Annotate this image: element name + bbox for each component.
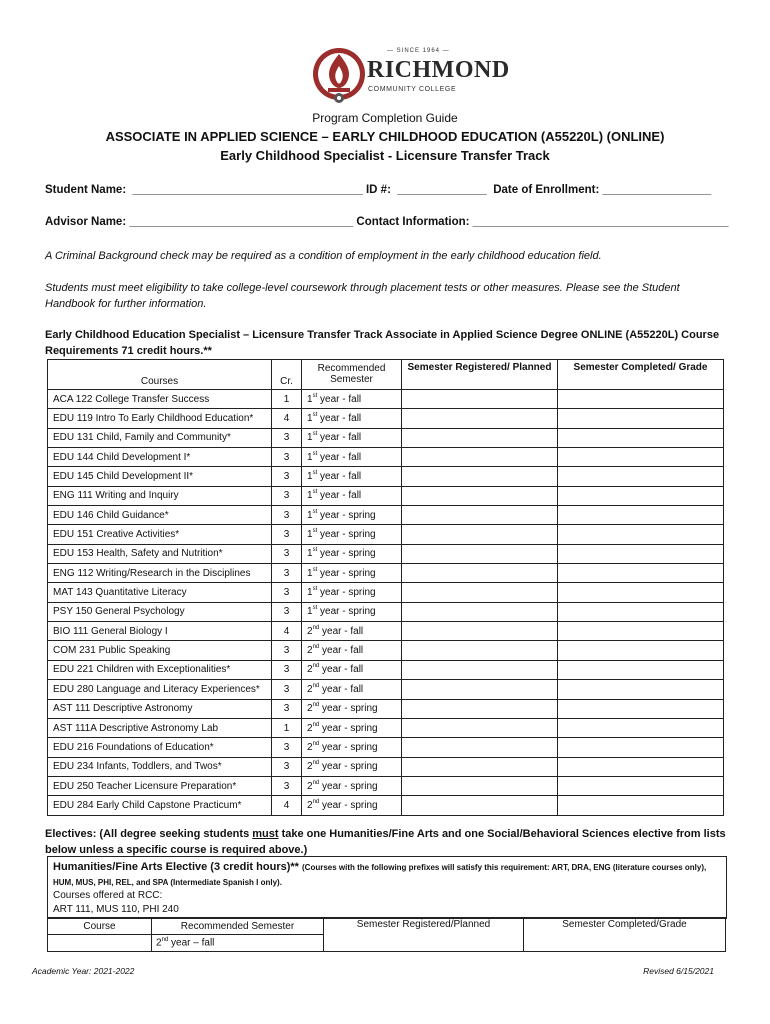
semester-completed-cell[interactable] [558,776,724,795]
recommended-semester: 2nd year - fall [302,622,402,641]
table-row [48,757,724,776]
course-credits: 3 [272,544,302,563]
recommended-semester: 2nd year - fall [302,641,402,660]
course-credits: 3 [272,680,302,699]
electives-prefix: Electives: (All degree seeking students [45,828,253,840]
recommended-semester: 1st year - fall [302,486,402,505]
semester-registered-cell[interactable] [402,602,558,621]
semester-registered-cell[interactable] [402,506,558,525]
course-credits: 3 [272,467,302,486]
semester-registered-cell[interactable] [402,660,558,679]
semester-registered-cell[interactable] [402,641,558,660]
semester-completed-cell[interactable] [558,486,724,505]
logo-name: RICHMOND [367,57,510,83]
semester-registered-cell[interactable] [402,390,558,409]
table-row [48,796,724,815]
table-row [48,622,724,641]
humanities-elective-table [47,917,726,952]
header-recommended: Recommended Semester [302,360,402,390]
course-name: MAT 143 Quantitative Literacy [48,583,272,602]
semester-registered-cell[interactable] [402,525,558,544]
semester-completed-cell[interactable] [558,467,724,486]
course-credits: 3 [272,583,302,602]
semester-registered-cell[interactable] [402,796,558,815]
course-name: EDU 250 Teacher Licensure Preparation* [48,776,272,795]
semester-registered-cell[interactable] [402,428,558,447]
table-row [48,525,724,544]
semester-registered-cell[interactable] [402,738,558,757]
table-row [48,428,724,447]
table-header-row [48,360,724,390]
semester-completed-cell[interactable] [558,506,724,525]
semester-registered-cell[interactable] [402,699,558,718]
course-name: EDU 280 Language and Literacy Experiences* [48,680,272,699]
elective-header-registered: Semester Registered/Planned [324,918,524,952]
course-credits: 3 [272,738,302,757]
elective-course-cell[interactable] [48,935,152,952]
table-row [48,718,724,737]
course-credits: 3 [272,428,302,447]
table-row [48,776,724,795]
course-name: AST 111A Descriptive Astronomy Lab [48,718,272,737]
recommended-semester: 1st year - spring [302,564,402,583]
header-completed: Semester Completed/ Grade [558,360,724,390]
requirements-heading: Early Childhood Education Specialist – Licensure Transfer Track Associate in Applied Science Degree ONLINE (A55220L) Course Requirements 71 credit hours.** [45,329,720,357]
humanities-title [53,860,723,890]
recommended-semester: 2nd year - spring [302,796,402,815]
table-row [48,390,724,409]
elective-header-recommended: Recommended Semester [152,918,324,935]
table-row [48,641,724,660]
header-courses: Courses [48,360,272,390]
semester-completed-cell[interactable] [558,525,724,544]
background-check-note: A Criminal Background check may be required as a condition of employment in the early childhood education field. [45,250,602,262]
course-credits: 4 [272,409,302,428]
semester-registered-cell[interactable] [402,622,558,641]
course-credits: 3 [272,757,302,776]
course-name: EDU 145 Child Development II* [48,467,272,486]
course-credits: 3 [272,486,302,505]
course-name: PSY 150 General Psychology [48,602,272,621]
semester-registered-cell[interactable] [402,583,558,602]
header-credits: Cr. [272,360,302,390]
course-name: EDU 146 Child Guidance* [48,506,272,525]
recommended-semester: 1st year - spring [302,506,402,525]
elective-header-completed: Semester Completed/Grade [524,918,726,952]
course-credits: 3 [272,699,302,718]
course-credits: 3 [272,641,302,660]
college-logo [311,44,510,106]
semester-completed-cell[interactable] [558,718,724,737]
course-name: COM 231 Public Speaking [48,641,272,660]
course-name: EDU 144 Child Development I* [48,448,272,467]
recommended-semester: 2nd year - spring [302,757,402,776]
course-credits: 1 [272,390,302,409]
elective-header-row [48,918,726,935]
course-credits: 3 [272,525,302,544]
table-row [48,738,724,757]
table-row [48,564,724,583]
recommended-semester: 1st year - spring [302,602,402,621]
course-credits: 3 [272,564,302,583]
semester-registered-cell[interactable] [402,757,558,776]
course-name: EDU 151 Creative Activities* [48,525,272,544]
elective-semester-cell: 2nd year – fall [152,935,324,952]
recommended-semester: 1st year - fall [302,390,402,409]
recommended-semester: 1st year - spring [302,544,402,563]
course-credits: 3 [272,448,302,467]
logo-subtitle: COMMUNITY COLLEGE [368,86,457,93]
academic-year: Academic Year: 2021-2022 [32,966,135,976]
student-info-line[interactable]: Student Name: ____________________________________ ID #: ______________ Date of Enrollment: _________________ [45,184,712,196]
courses-offered-label: Courses offered at RCC: [53,890,163,901]
course-name: AST 111 Descriptive Astronomy [48,699,272,718]
table-row [48,467,724,486]
table-row [48,602,724,621]
semester-completed-cell[interactable] [558,409,724,428]
semester-registered-cell[interactable] [402,718,558,737]
semester-completed-cell[interactable] [558,680,724,699]
humanities-elective-box [47,856,727,919]
semester-completed-cell[interactable] [558,448,724,467]
course-name: EDU 119 Intro To Early Childhood Education* [48,409,272,428]
recommended-semester: 2nd year - spring [302,776,402,795]
recommended-semester: 2nd year - spring [302,738,402,757]
semester-completed-cell[interactable] [558,602,724,621]
recommended-semester: 1st year - spring [302,525,402,544]
recommended-semester: 1st year - spring [302,583,402,602]
table-row [48,544,724,563]
semester-registered-cell[interactable] [402,564,558,583]
course-name: EDU 284 Early Child Capstone Practicum* [48,796,272,815]
semester-registered-cell[interactable] [402,409,558,428]
guide-label: Program Completion Guide [312,111,458,125]
semester-registered-cell[interactable] [402,680,558,699]
recommended-semester: 2nd year - spring [302,718,402,737]
table-row [48,486,724,505]
course-name: EDU 234 Infants, Toddlers, and Twos* [48,757,272,776]
electives-must: must [252,828,279,840]
recommended-semester: 1st year - fall [302,467,402,486]
recommended-semester: 1st year - fall [302,409,402,428]
course-name: ENG 111 Writing and Inquiry [48,486,272,505]
recommended-semester: 1st year - fall [302,448,402,467]
humanities-prefix-note: (Courses with the following prefixes will satisfy this requirement: ART, DRA, ENG (literature courses only), HUM, MUS, PHI, REL, and SPA (Intermediate Spanish I only). [53,863,707,887]
electives-heading [45,826,735,858]
table-row [48,660,724,679]
course-requirements-table [47,359,724,816]
semester-completed-cell[interactable] [558,738,724,757]
semester-completed-cell[interactable] [558,390,724,409]
table-row [48,448,724,467]
course-name: ENG 112 Writing/Research in the Disciplines [48,564,272,583]
course-name: EDU 131 Child, Family and Community* [48,428,272,447]
revised-date: Revised 6/15/2021 [643,966,714,976]
recommended-semester: 1st year - fall [302,428,402,447]
page-subtitle: Early Childhood Specialist - Licensure Transfer Track [220,148,550,163]
course-name: EDU 153 Health, Safety and Nutrition* [48,544,272,563]
flame-emblem-icon [311,44,367,106]
course-credits: 4 [272,796,302,815]
semester-completed-cell[interactable] [558,699,724,718]
eligibility-note: Students must meet eligibility to take college-level coursework through placement tests or other measures. Please see the Student Handbook for further information. [45,282,680,310]
semester-registered-cell[interactable] [402,486,558,505]
course-credits: 3 [272,506,302,525]
course-name: BIO 111 General Biology I [48,622,272,641]
advisor-info-line[interactable]: Advisor Name: ___________________________________ Contact Information: ________________________________________ [45,216,729,228]
table-row [48,583,724,602]
humanities-title-text: Humanities/Fine Arts Elective (3 credit hours)** [53,861,302,873]
course-credits: 1 [272,718,302,737]
course-name: ACA 122 College Transfer Success [48,390,272,409]
semester-completed-cell[interactable] [558,660,724,679]
table-row [48,409,724,428]
semester-completed-cell[interactable] [558,757,724,776]
page-title: ASSOCIATE IN APPLIED SCIENCE – EARLY CHILDHOOD EDUCATION (A55220L) (ONLINE) [105,129,665,144]
course-credits: 3 [272,660,302,679]
courses-offered-list: ART 111, MUS 110, PHI 240 [53,904,179,915]
course-name: EDU 216 Foundations of Education* [48,738,272,757]
header-registered: Semester Registered/ Planned [402,360,558,390]
electives-suffix: take one Humanities/Fine Arts and one Social/Behavioral Sciences elective from lists below unless a specific course is required above.) [45,828,726,856]
semester-completed-cell[interactable] [558,641,724,660]
semester-completed-cell[interactable] [558,796,724,815]
course-credits: 3 [272,602,302,621]
semester-registered-cell[interactable] [402,544,558,563]
semester-completed-cell[interactable] [558,428,724,447]
semester-registered-cell[interactable] [402,776,558,795]
table-row [48,506,724,525]
semester-registered-cell[interactable] [402,448,558,467]
table-row [48,680,724,699]
recommended-semester: 2nd year - fall [302,680,402,699]
course-credits: 3 [272,776,302,795]
recommended-semester: 2nd year - fall [302,660,402,679]
semester-completed-cell[interactable] [558,544,724,563]
elective-header-course: Course [48,918,152,935]
logo-since-text: — SINCE 1964 — [387,48,450,54]
course-credits: 4 [272,622,302,641]
table-row [48,699,724,718]
semester-completed-cell[interactable] [558,622,724,641]
semester-registered-cell[interactable] [402,467,558,486]
recommended-semester: 2nd year - spring [302,699,402,718]
course-name: EDU 221 Children with Exceptionalities* [48,660,272,679]
semester-completed-cell[interactable] [558,583,724,602]
semester-completed-cell[interactable] [558,564,724,583]
